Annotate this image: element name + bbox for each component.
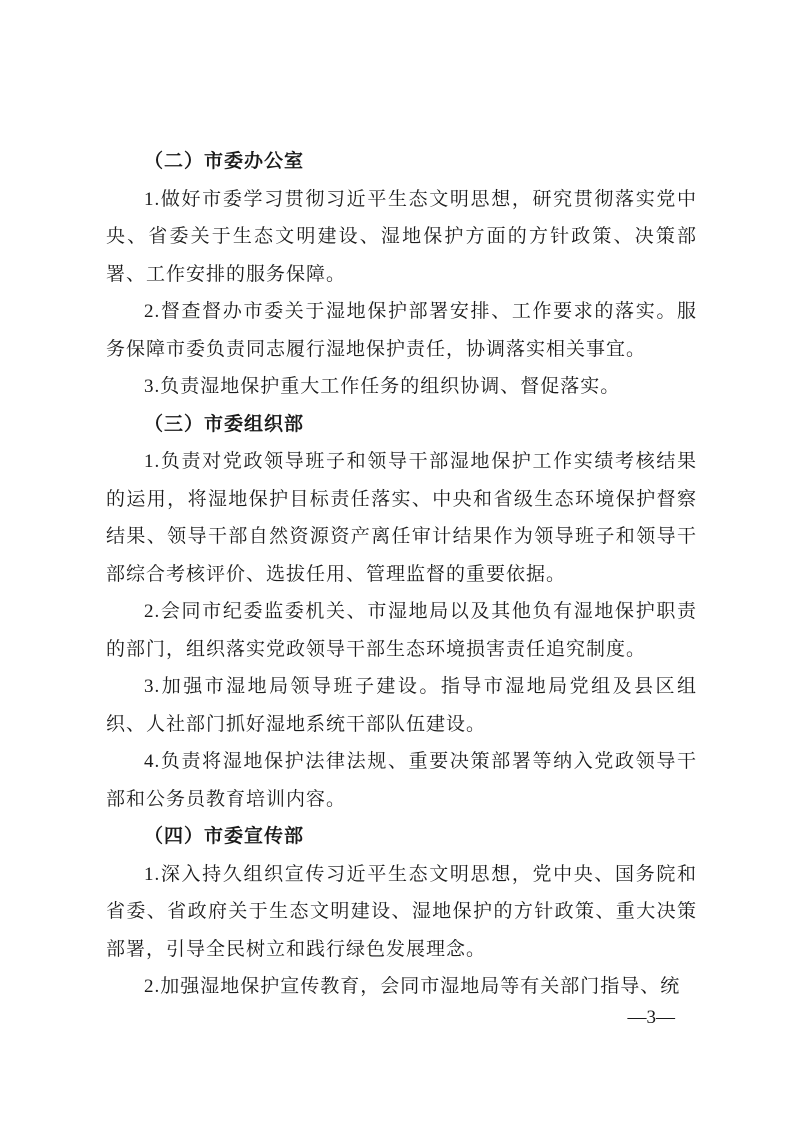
paragraph: 3.负责湿地保护重大工作任务的组织协调、督促落实。 <box>144 376 621 397</box>
paragraph: 1.负责对党政领导班子和领导干部湿地保护工作实绩考核结果的运用，将湿地保护目标责任落实、中央和省级生态环境保护督察结果、领导干部自然资源资产离任审计结果作为领导班子和领导干部综合考核评价、选拔任用、管理监督的重要依据。 <box>106 451 697 585</box>
paragraph: 2.督查督办市委关于湿地保护部署安排、工作要求的落实。服务保障市委负责同志履行湿地保护责任，协调落实相关事宜。 <box>106 301 697 360</box>
paragraph: 2.会同市纪委监委机关、市湿地局以及其他负有湿地保护职责的部门，组织落实党政领导干部生态环境损害责任追究制度。 <box>106 601 697 660</box>
section-heading: （二）市委办公室 <box>144 151 305 172</box>
paragraph: 1.深入持久组织宣传习近平生态文明思想，党中央、国务院和省委、省政府关于生态文明建设、湿地保护的方针政策、重大决策部署，引导全民树立和践行绿色发展理念。 <box>106 863 697 960</box>
section-heading: （三）市委组织部 <box>144 413 305 435</box>
document-text-block <box>106 143 697 1006</box>
section-heading: （四）市委宣传部 <box>144 826 305 847</box>
page-number: —3— <box>627 1007 675 1028</box>
paragraph: 3.加强市湿地局领导班子建设。指导市湿地局党组及县区组织、人社部门抓好湿地系统干部队伍建设。 <box>106 676 697 735</box>
paragraph: 2.加强湿地保护宣传教育，会同市湿地局等有关部门指导、统 <box>144 976 681 997</box>
paragraph: 1.做好市委学习贯彻习近平生态文明思想，研究贯彻落实党中央、省委关于生态文明建设、湿地保护方面的方针政策、决策部署、工作安排的服务保障。 <box>106 188 697 285</box>
paragraph: 4.负责将湿地保护法律法规、重要决策部署等纳入党政领导干部和公务员教育培训内容。 <box>106 751 697 810</box>
